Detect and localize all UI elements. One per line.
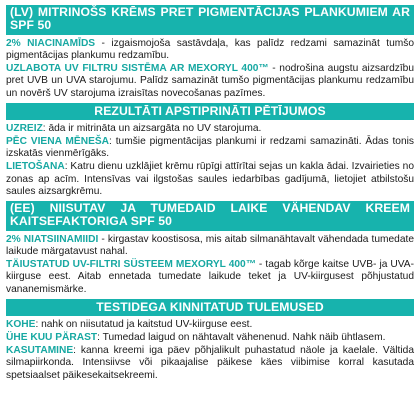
- ee-title-banner: (EE) NIISUTAV JA TUMEDAID LAIKE VÄHENDAV KREEM KAITSEFAKTORIGA SPF 50: [6, 201, 414, 231]
- lv-immediately-label: UZREIZ: [6, 122, 43, 134]
- lv-usage: [6, 161, 414, 198]
- lv-ingredient-niacinamide: [6, 38, 414, 62]
- lv-uv-filter-label: UZLABOTA UV FILTRU SISTĒMA AR MEXORYL 400™: [6, 63, 269, 75]
- lv-title-banner: (LV) MITRINOŠS KRĒMS PRET PIGMENTĀCIJAS PLANKUMIEM AR SPF 50: [6, 5, 414, 35]
- ee-one-month-text: : Tumedad laigud on nähtavalt vähenenud. Nahk näib ühtlasem.: [97, 332, 386, 344]
- ee-uv-filter-text: - tagab kõrge kaitse UVB- ja UVA-kiirguse eest. Aitab ennetada tumedate laikude teket ja UV-kiirgusest põhjustatud vananemismärke.: [6, 259, 414, 295]
- ee-ingredient-uv-filter: [6, 259, 414, 296]
- ee-one-month-label: ÜHE KUU PÄRAST: [6, 332, 98, 344]
- lv-niacinamide-label: 2% NIACINAMĪDS: [6, 37, 96, 49]
- ee-uv-filter-label: TÄIUSTATUD UV-FILTRI SÜSTEEM MEXORYL 400™: [6, 259, 256, 271]
- lv-result-one-month: [6, 136, 414, 160]
- lv-result-immediately: [6, 123, 414, 135]
- ee-usage-label: KASUTAMINE: [6, 345, 74, 357]
- ee-result-immediately: [6, 319, 414, 331]
- ee-results-banner: TESTIDEGA KINNITATUD TULEMUSED: [6, 299, 414, 316]
- ee-immediately-text: : nahk on niisutatud ja kaitstud UV-kiirguse eest.: [35, 318, 253, 330]
- ee-usage-text: : kanna kreemi iga päev põhjalikult puhastatud näole ja kaelale. Vältida silmapiirkonda. Intensiivse või pikaajalise päikese käes viibimise korral kasutada spetsiaalset päikesekaitsekreemi.: [6, 345, 414, 381]
- lv-immediately-text: : āda ir mitrināta un aizsargāta no UV starojuma.: [42, 122, 262, 134]
- lv-one-month-label: PĒC VIENA MĒNEŠA: [6, 136, 110, 148]
- lv-ingredient-uv-filter: [6, 63, 414, 100]
- lv-results-banner: REZULTĀTI APSTIPRINĀTI PĒTĪJUMOS: [6, 103, 414, 120]
- ee-ingredient-niacinamide: [6, 234, 414, 258]
- ee-result-one-month: [6, 332, 414, 344]
- lv-one-month-text: : tumšie pigmentācijas plankumi ir redzami samazināti. Ādas tonis izskatās vienmērīgāks.: [6, 136, 414, 160]
- lv-niacinamide-text: - izgaismojoša sastāvdaļa, kas palīdz redzami samazināt tumšo pigmentācijas plankumu redzamību.: [6, 37, 414, 62]
- ee-niacinamide-label: 2% NIATSIINAMIIDI: [6, 233, 99, 245]
- lv-uv-filter-text: - nodrošina augstu aizsardzību pret UVB un UVA starojumu. Palīdz samazināt tumšo pigmentācijas plankumu redzamību un novērš UV starojuma izraisītas novecošanas pazīmes.: [6, 63, 414, 99]
- ee-niacinamide-text: - kirgastav koostisosa, mis aitab silmanähtavalt vähendada tumedate laikude märgatavust nahal.: [6, 233, 414, 258]
- lv-usage-label: LIETOŠANA: [6, 161, 65, 173]
- lv-usage-text: : Katru dienu uzklājiet krēmu rūpīgi attīrītai sejas un kakla ādai. Izvairieties no zonas ap acīm. Intensīvas vai ilgstošas saules iedarbības gadījumā, lietojiet atbilstošu saules aizsargkrēmu.: [6, 161, 414, 197]
- ee-usage: [6, 345, 414, 382]
- ee-immediately-label: KOHE: [6, 318, 36, 330]
